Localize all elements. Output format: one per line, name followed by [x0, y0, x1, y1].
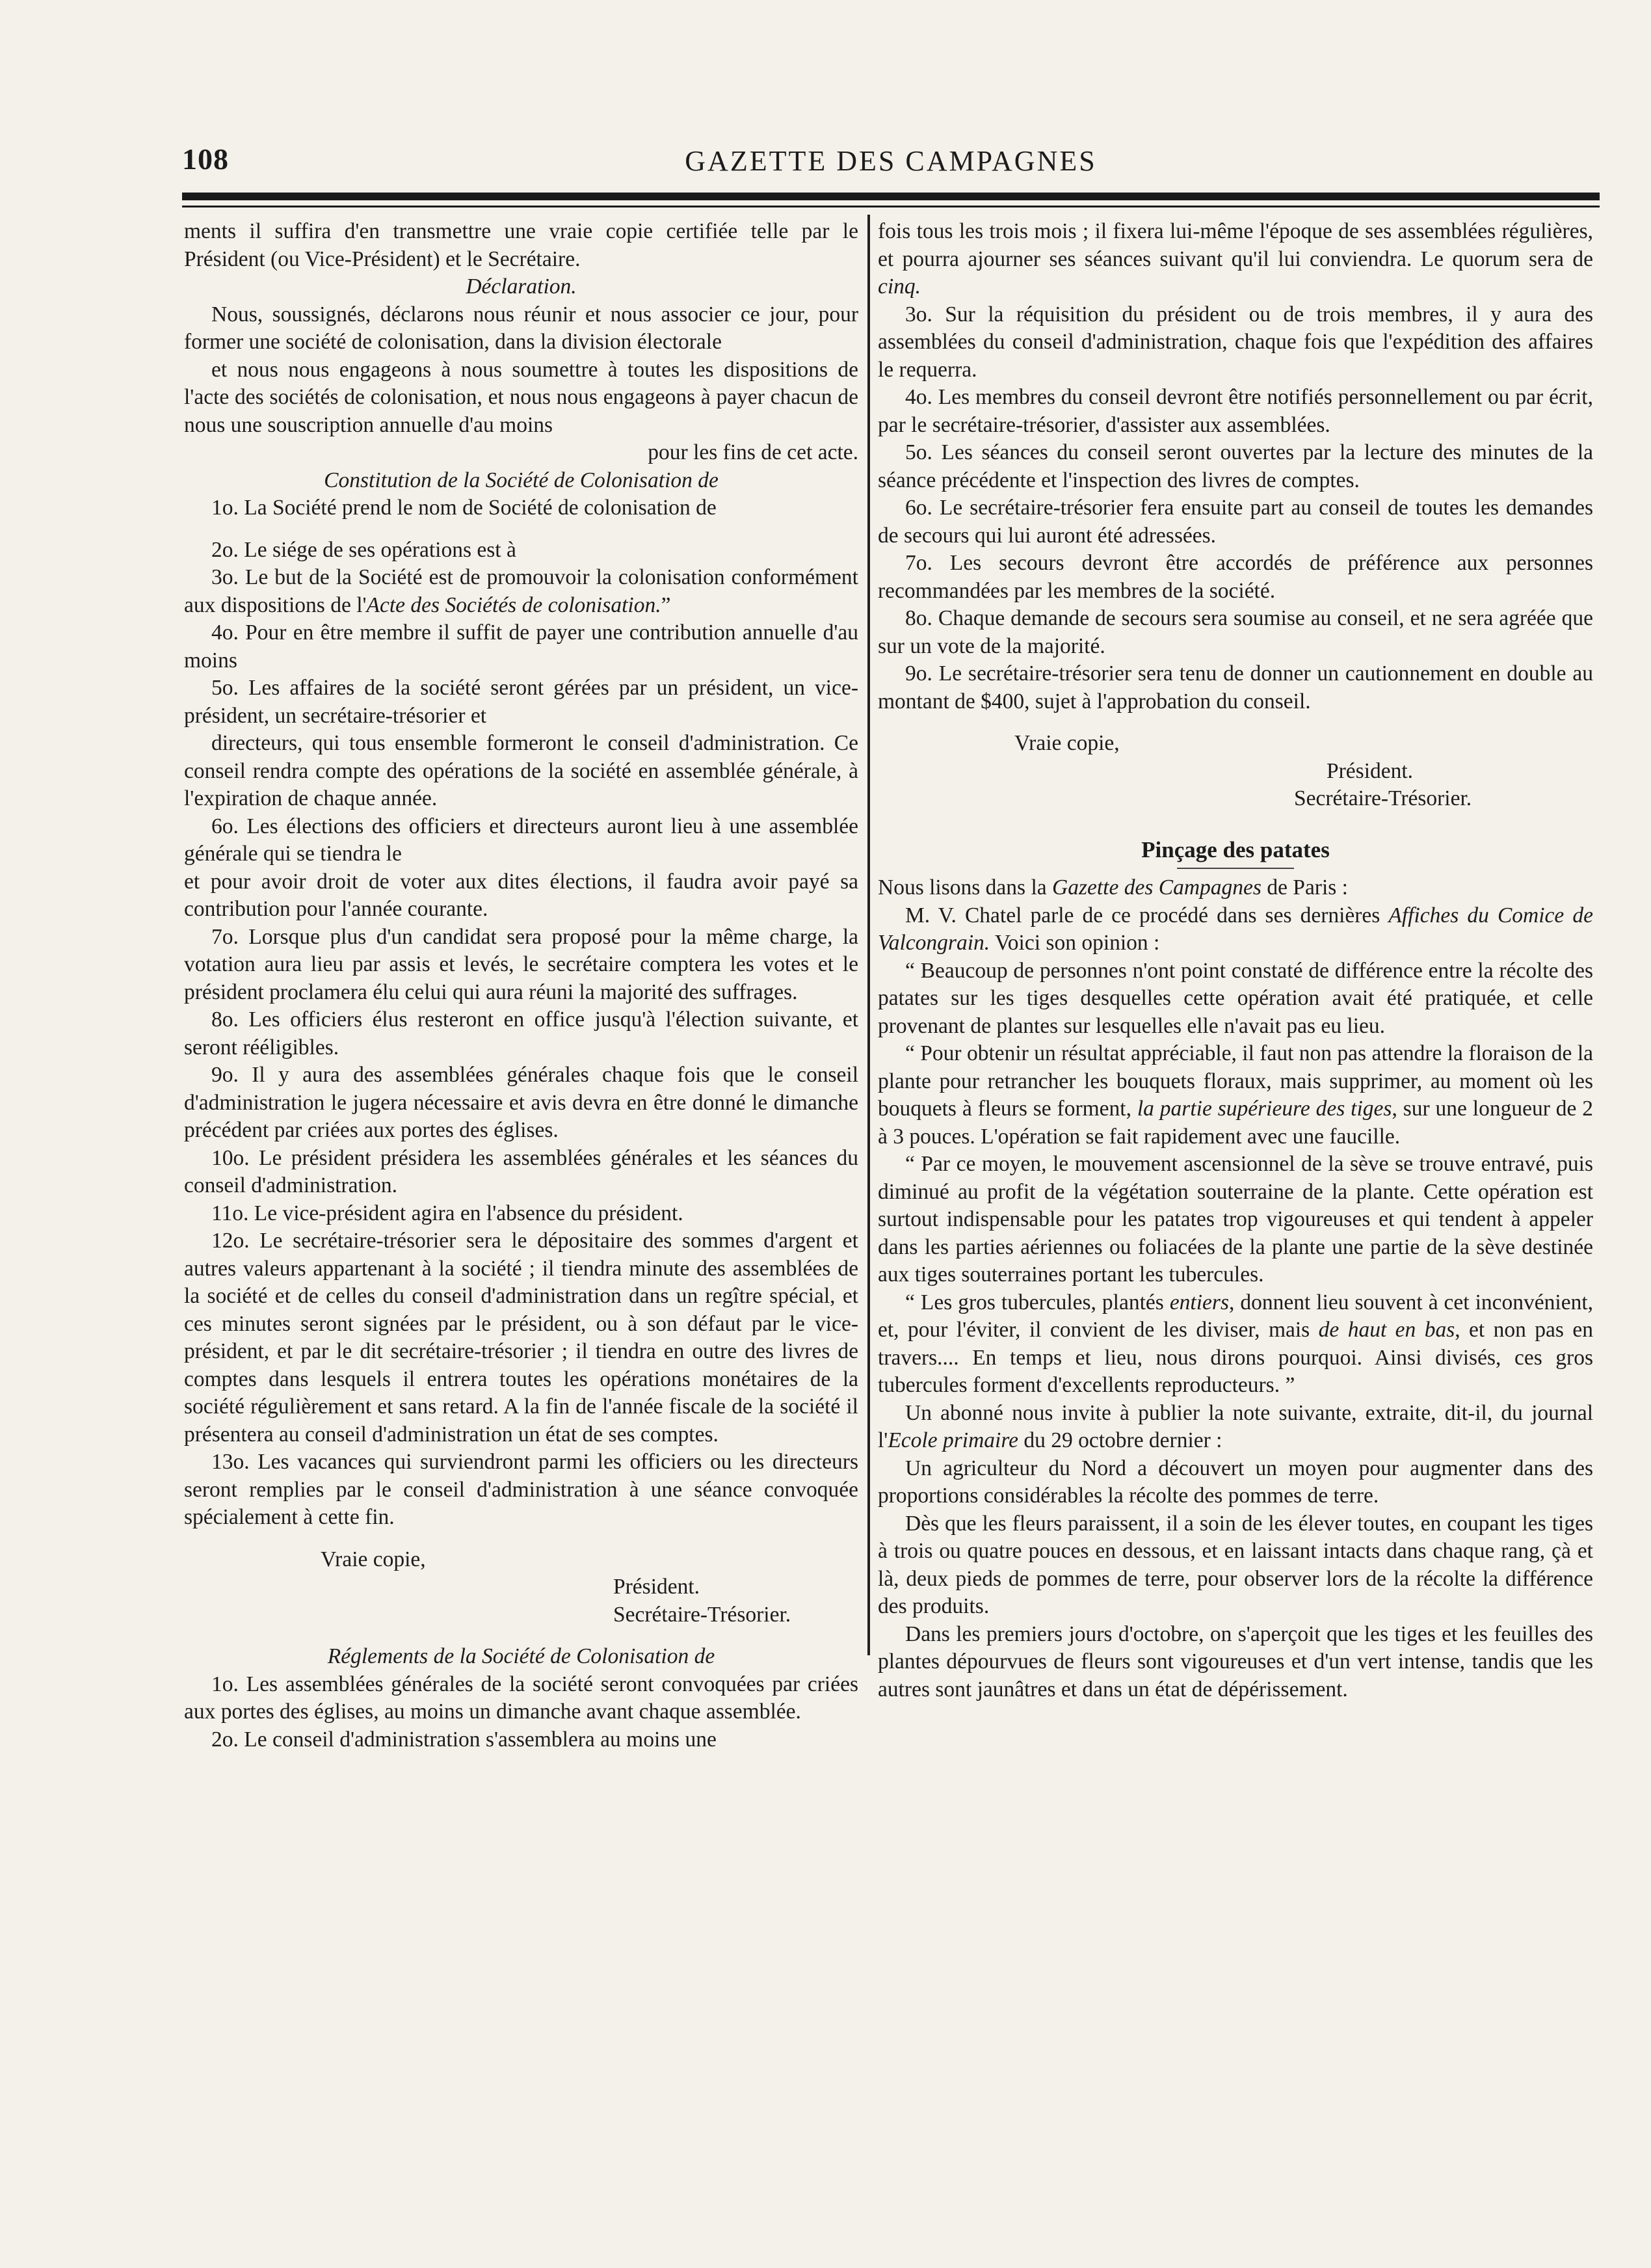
header-rule-thin [182, 206, 1600, 207]
reglement-8: 8o. Chaque demande de secours sera soumise au conseil, et ne sera agréée que sur un vote de la majorité. [878, 606, 1593, 658]
constitution-heading: Constitution de la Société de Colonisation de [324, 468, 719, 492]
reglements-heading: Réglements de la Société de Colonisation de [327, 1644, 715, 1668]
article-11: 11o. Le vice-président agira en l'absence du président. [211, 1201, 683, 1225]
article-2: 2o. Le siége de ses opérations est à [211, 537, 516, 562]
article-4: 4o. Pour en être membre il suffit de payer une contribution annuelle d'au moins [184, 620, 858, 673]
article-10: 10o. Le président présidera les assemblées générales et les séances du conseil d'administration. [184, 1145, 858, 1197]
secretary-signature: Secrétaire-Trésorier. [613, 1602, 791, 1627]
reglement-1: 1o. Les assemblées générales de la société seront convoquées par criées aux portes des églises, au moins un dimanche avant chaque assemblée. [184, 1672, 858, 1724]
pincage-para-2: M. V. Chatel parle de ce procédé dans ses dernières Affiches du Comice de Valcongrain. Voici son opinion : [878, 903, 1593, 955]
article-5-cont: directeurs, qui tous ensemble formeront le conseil d'administration. Ce conseil rendra compte des opérations de la société en assemblée générale, à l'expiration de chaque année. [184, 731, 858, 810]
article-8: 8o. Les officiers élus resteront en office jusqu'à l'élection suivante, et seront rééligibles. [184, 1007, 858, 1060]
pincage-para-6: “ Les gros tubercules, plantés entiers, donnent lieu souvent à cet inconvénient, et, pour l'éviter, il convient de les diviser, mais de haut en bas, et non pas en travers.... En temps et lieu, nous dirons pourquoi. Ainsi divisés, ces gros tubercules forment d'excellents reproducteurs. ” [878, 1290, 1594, 1397]
reglement-9: 9o. Le secrétaire-trésorier sera tenu de donner un cautionnement en double au montant de $400, sujet à l'approbation du conseil. [878, 661, 1593, 714]
article-12: 12o. Le secrétaire-trésorier sera le dépositaire des sommes d'argent et autres valeurs appartenant à la société ; il tiendra minute des assemblées de la société et de celles du conseil d'administration dans un regître spécial, et ces minutes seront signées par le président, ou à son défaut par le vice-président, et par le dit secrétaire-trésorier ; il tiendra en outre des livres de comptes dans lesquels il entrera toutes les opérations monétaires de la société régulièrement et sans retard. A la fin de l'année fiscale de la société il présentera au conseil d'administration un état de ses comptes. [184, 1229, 858, 1447]
article-13: 13o. Les vacances qui surviendront parmi les officiers ou les directeurs seront remplies par le conseil d'administration à une séance convoquée spécialement à cette fin. [184, 1450, 858, 1529]
intro-paragraph: ments il suffira d'en transmettre une vraie copie certifiée telle par le Président (ou Vice-Président) et le Secrétaire. [184, 219, 858, 271]
right-column [878, 218, 1593, 1703]
column-divider [867, 215, 870, 1655]
declaration-end: pour les fins de cet acte. [648, 440, 858, 464]
secretary-signature-right: Secrétaire-Trésorier. [1294, 786, 1472, 810]
declaration-heading: Déclaration. [466, 274, 577, 299]
newspaper-title: GAZETTE DES CAMPAGNES [685, 145, 1097, 177]
pincage-para-7: Un abonné nous invite à publier la note suivante, extraite, dit-il, du journal l'Ecole primaire du 29 octobre dernier : [878, 1400, 1593, 1452]
reglement-7: 7o. Les secours devront être accordés de préférence aux personnes recommandées par les membres de la société. [878, 551, 1593, 603]
page-header [182, 142, 1600, 187]
pincage-para-3: “ Beaucoup de personnes n'ont point constaté de différence entre la récolte des patates sur les tiges desquelles cette opération avait été pratiquée, et celle provenant de plantes sur lesquelles elle n'avait pas eu lieu. [878, 958, 1593, 1038]
article-1: 1o. La Société prend le nom de Société de colonisation de [211, 496, 717, 520]
article-5: 5o. Les affaires de la société seront gérées par un président, un vice-président, un secrétaire-trésorier et [184, 676, 858, 728]
pincage-para-4: “ Pour obtenir un résultat appréciable, il faut non pas attendre la floraison de la plante pour retrancher les bouquets floraux, mais supprimer, au moment où les bouquets à fleurs se forment, la partie supérieure des tiges, sur une longueur de 2 à 3 pouces. L'opération se fait rapidement avec une faucille. [878, 1041, 1593, 1149]
pincage-para-9: Dès que les fleurs paraissent, il a soin de les élever toutes, en coupant les tiges à trois ou quatre pouces en dessous, et en laissant intacts dans chaque rang, çà et là, deux pieds de pommes de terre, pour observer lors de la récolte la différence des produits. [878, 1511, 1593, 1618]
president-signature: Président. [613, 1575, 700, 1599]
reglement-3: 3o. Sur la réquisition du président ou de trois membres, il y aura des assemblées du conseil d'administration, chaque fois que l'expédition des affaires le requerra. [878, 302, 1593, 382]
article-3: 3o. Le but de la Société est de promouvoir la colonisation conformément aux dispositions de l'Acte des Sociétés de colonisation.” [184, 565, 858, 617]
pincage-para-8: Un agriculteur du Nord a découvert un moyen pour augmenter dans des proportions considérables la récolte des pommes de terre. [878, 1456, 1593, 1508]
reglement-4: 4o. Les membres du conseil devront être notifiés personnellement ou par écrit, par le secrétaire-trésorier, d'assister aux assemblées. [878, 385, 1593, 437]
declaration-paragraph: Nous, soussignés, déclarons nous réunir et nous associer ce jour, pour former une société de colonisation, dans la division électorale [184, 302, 858, 354]
article-6: 6o. Les élections des officiers et directeurs auront lieu à une assemblée générale qui se tiendra le [184, 814, 858, 866]
reglement-6: 6o. Le secrétaire-trésorier fera ensuite part au conseil de toutes les demandes de secours qui lui auront été adressées. [878, 496, 1593, 548]
true-copy-label: Vraie copie, [321, 1547, 426, 1571]
president-signature-right: Président. [1327, 758, 1414, 783]
article-7: 7o. Lorsque plus d'un candidat sera proposé pour la même charge, la votation aura lieu par assis et levés, le secrétaire comptera les votes et le président proclamera élu celui qui aura réuni la majorité des suffrages. [184, 924, 858, 1004]
left-column [184, 218, 858, 1754]
heading-separator [1177, 868, 1294, 869]
declaration-paragraph-2: et nous nous engageons à nous soumettre à toutes les dispositions de l'acte des sociétés de colonisation, et nous nous engageons à payer chacun de nous une souscription annuelle d'au moins [184, 357, 858, 437]
header-rule-thick [182, 193, 1600, 200]
pincage-para-1: Nous lisons dans la Gazette des Campagnes de Paris : [878, 875, 1348, 900]
page-number: 108 [182, 142, 229, 176]
reglement-2: 2o. Le conseil d'administration s'assemblera au moins une [211, 1727, 717, 1752]
reglement-2-cont: fois tous les trois mois ; il fixera lui-même l'époque de ses assemblées régulières, et pourra ajourner ses séances suivant qu'il lui conviendra. Le quorum sera de cinq. [878, 219, 1593, 299]
pincage-para-10: Dans les premiers jours d'octobre, on s'aperçoit que les tiges et les feuilles des plantes dépourvues de fleurs sont vigoureuses et d'un vert intense, tandis que les autres sont jaunâtres et dans un état de dépérissement. [878, 1621, 1593, 1701]
true-copy-label-right: Vraie copie, [1014, 731, 1120, 755]
article-6-cont: et pour avoir droit de voter aux dites élections, il faudra avoir payé sa contribution pour l'année courante. [184, 869, 858, 921]
reglement-5: 5o. Les séances du conseil seront ouvertes par la lecture des minutes de la séance précédente et l'inspection des livres de comptes. [878, 440, 1593, 492]
article-9: 9o. Il y aura des assemblées générales chaque fois que le conseil d'administration le jugera nécessaire et avis devra en être donné le dimanche précédent par criées aux portes des églises. [184, 1063, 858, 1142]
pincage-para-5: “ Par ce moyen, le mouvement ascensionnel de la sève se trouve entravé, puis diminué au profit de la végétation souterraine de la plante. Cette opération est surtout indispensable pour les patates trop vigoureuses et qui tendent à appeler dans les parties aériennes ou foliacées de la plante une partie de la sève destinée aux tiges souterraines portant les tubercules. [878, 1152, 1593, 1287]
pincage-heading: Pinçage des patates [1141, 836, 1330, 862]
